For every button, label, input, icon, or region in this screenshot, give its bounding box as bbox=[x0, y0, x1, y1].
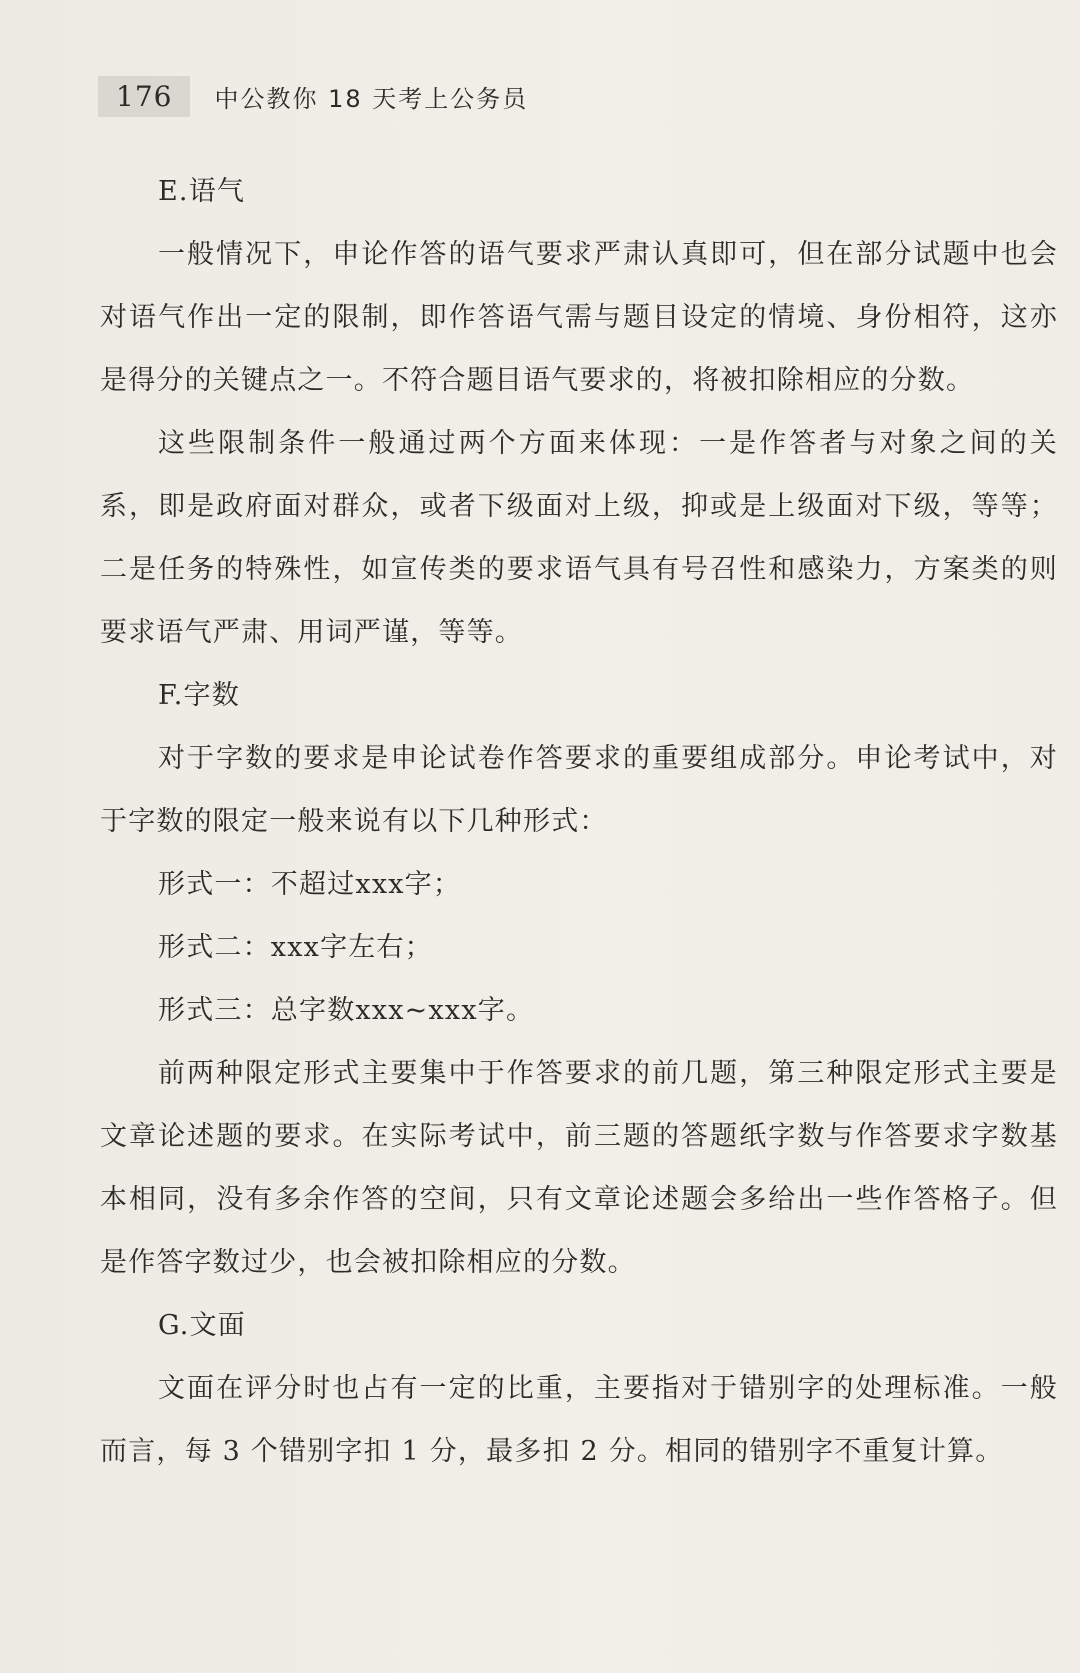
page-number: 176 bbox=[98, 76, 190, 117]
section-e-heading: E.语气 bbox=[158, 176, 246, 207]
running-header bbox=[98, 70, 528, 122]
book-title: 中公教你 18 天考上公务员 bbox=[214, 84, 529, 113]
section-f-form-1: 形式一：不超过xxx字； bbox=[158, 869, 462, 900]
section-f-form-3: 形式三：总字数xxx~xxx字。 bbox=[158, 995, 535, 1026]
section-f-form-2: 形式二：xxx字左右； bbox=[158, 932, 433, 963]
page-body bbox=[100, 160, 1058, 1483]
section-e-paragraph-1: 一般情况下，申论作答的语气要求严肃认真即可，但在部分试题中也会对语气作出一定的限制，即作答语气需与题目设定的情境、身份相符，这亦是得分的关键点之一。不符合题目语气要求的，将被扣除相应的分数。 bbox=[100, 239, 1058, 396]
section-f-heading: F.字数 bbox=[158, 680, 240, 711]
section-f-paragraph-2: 前两种限定形式主要集中于作答要求的前几题，第三种限定形式主要是文章论述题的要求。在实际考试中，前三题的答题纸字数与作答要求字数基本相同，没有多余作答的空间，只有文章论述题会多给出一些作答格子。但是作答字数过少，也会被扣除相应的分数。 bbox=[100, 1058, 1058, 1278]
section-f-paragraph-1: 对于字数的要求是申论试卷作答要求的重要组成部分。申论考试中，对于字数的限定一般来说有以下几种形式： bbox=[100, 743, 1058, 837]
section-g-paragraph-1: 文面在评分时也占有一定的比重，主要指对于错别字的处理标准。一般而言，每 3 个错别字扣 1 分，最多扣 2 分。相同的错别字不重复计算。 bbox=[100, 1373, 1058, 1467]
section-e-paragraph-2: 这些限制条件一般通过两个方面来体现：一是作答者与对象之间的关系，即是政府面对群众，或者下级面对上级，抑或是上级面对下级，等等；二是任务的特殊性，如宣传类的要求语气具有号召性和感染力，方案类的则要求语气严肃、用词严谨，等等。 bbox=[100, 428, 1058, 648]
section-g-heading: G.文面 bbox=[158, 1310, 246, 1341]
